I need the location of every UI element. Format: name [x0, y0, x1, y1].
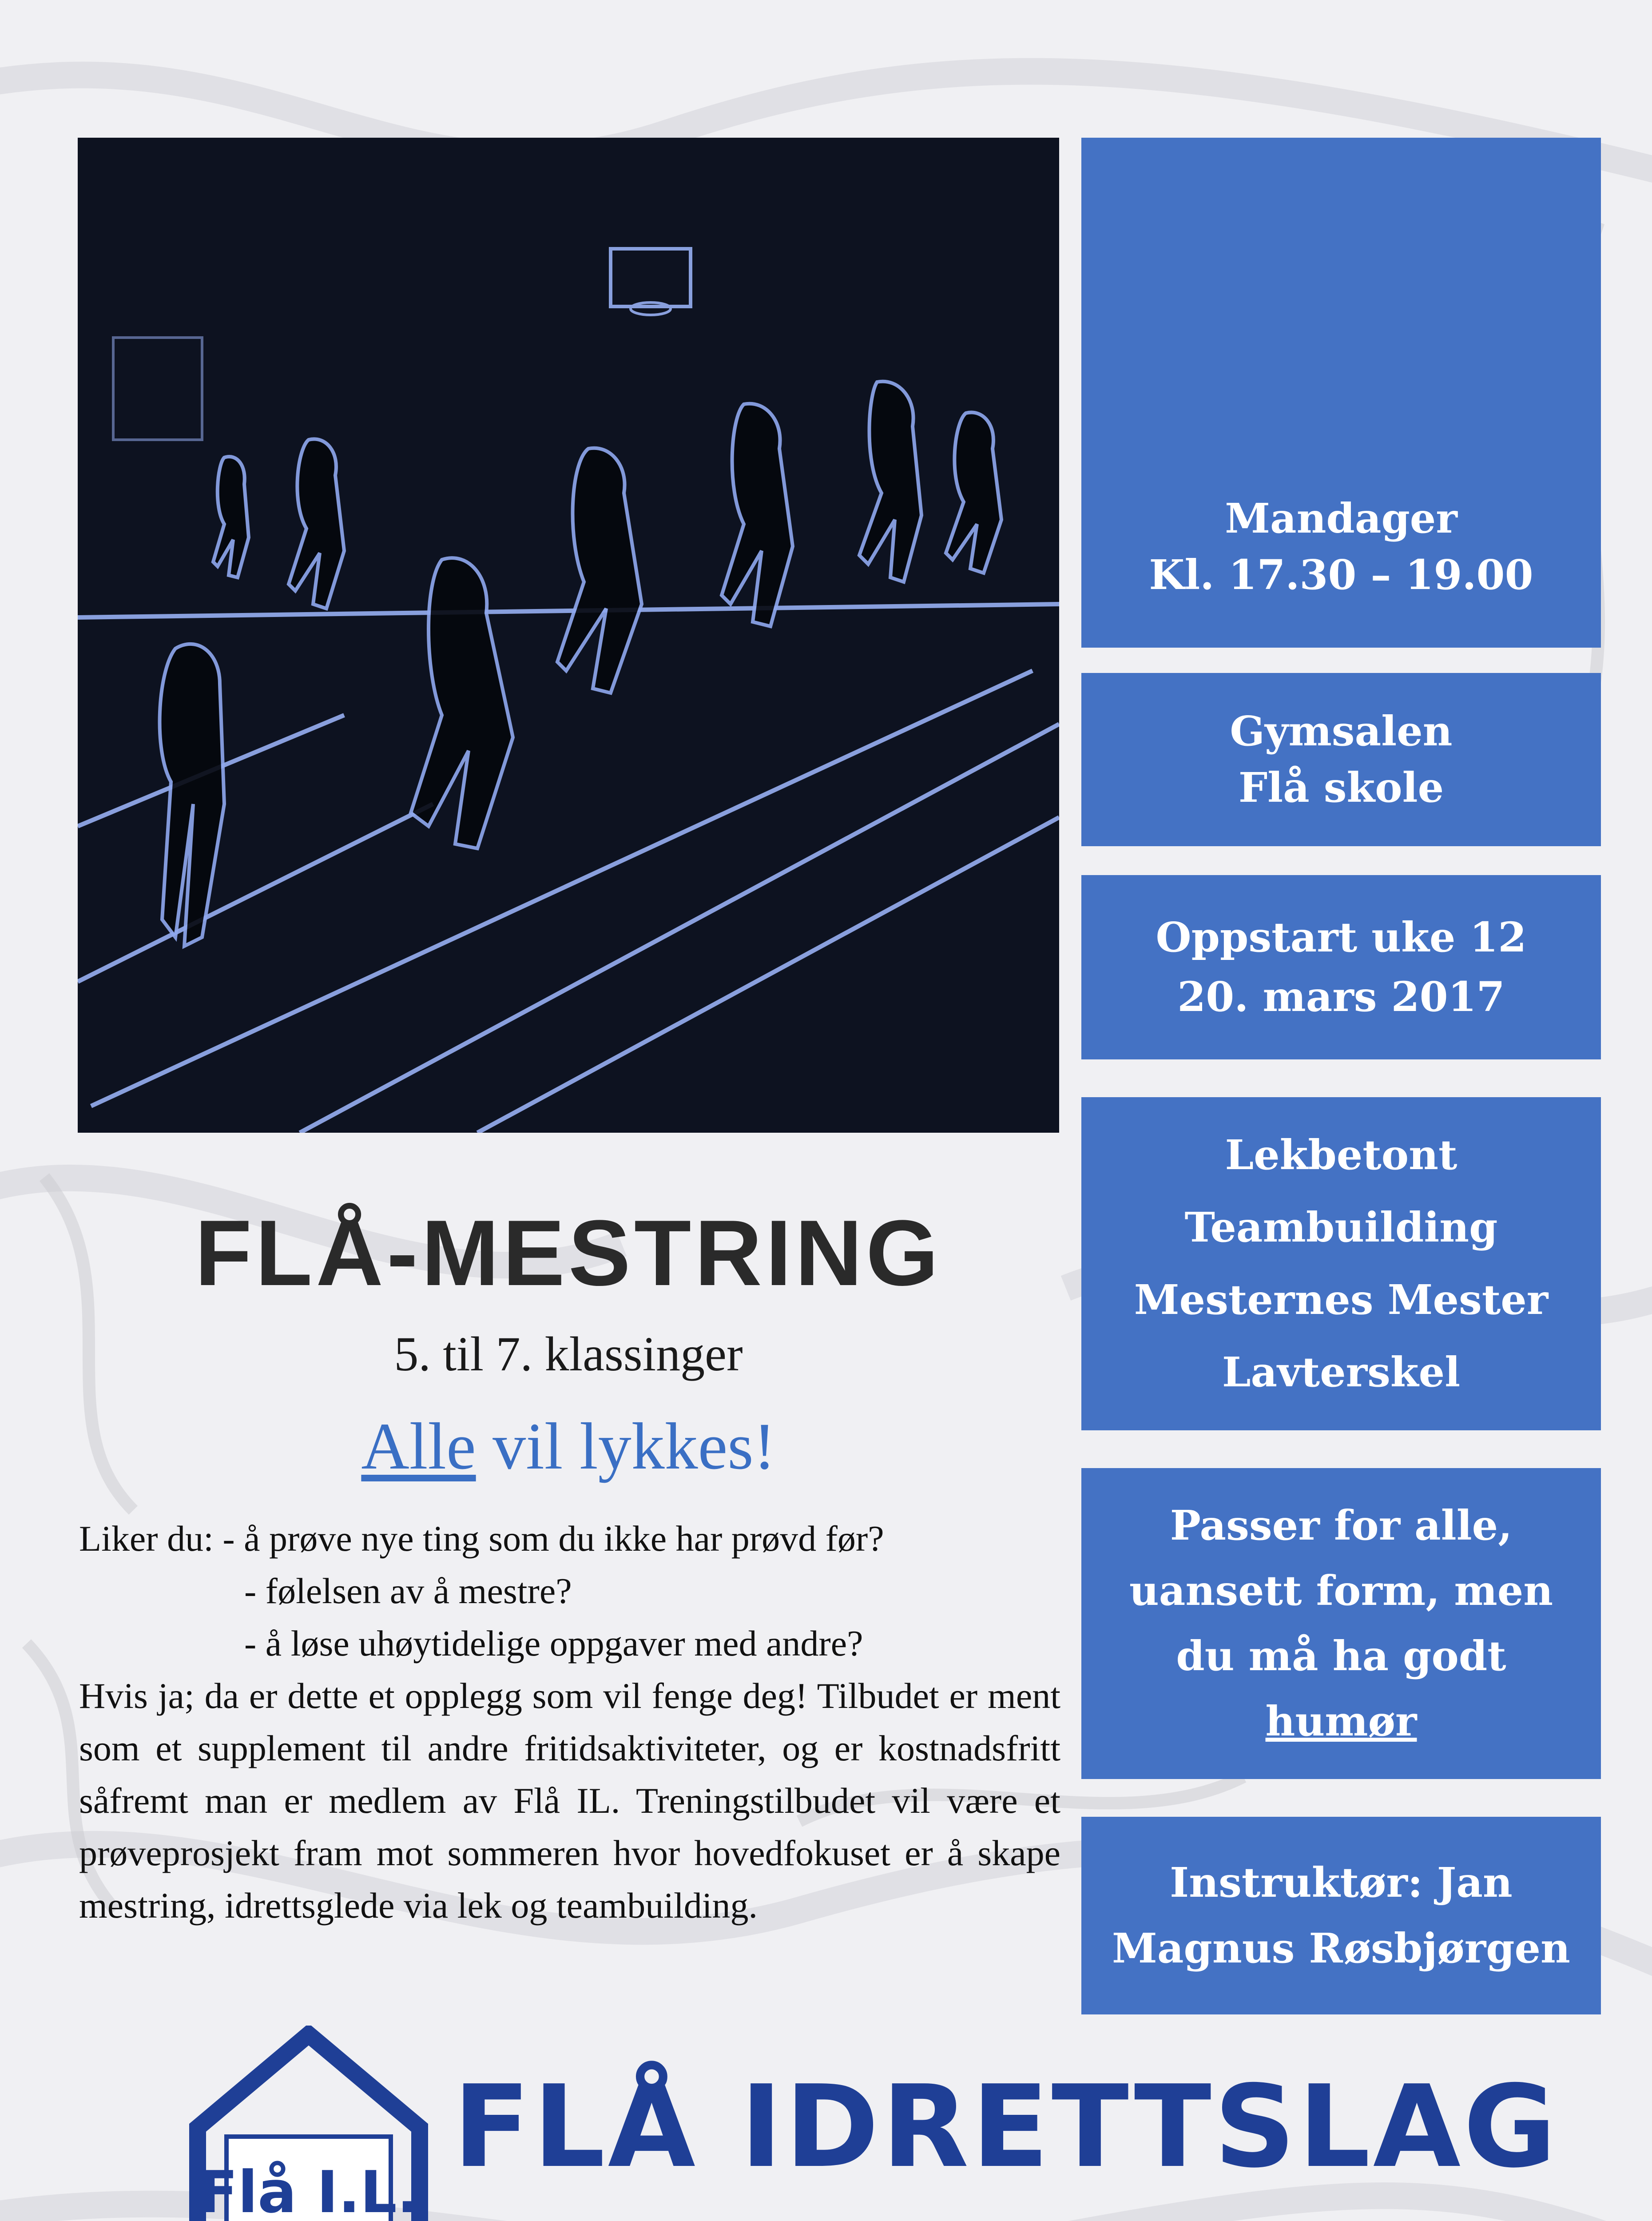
features-box — [1081, 1097, 1601, 1430]
slogan-rest: vil lykkes! — [476, 1409, 776, 1483]
instructor-line: Magnus Røsbjørgen — [1112, 1924, 1570, 1972]
location-school: Flå skole — [1238, 764, 1444, 812]
club-house-logo-icon — [184, 2026, 433, 2221]
poster-slogan — [78, 1408, 1059, 1485]
schedule-box — [1081, 138, 1601, 648]
feature-item: Teambuilding — [1184, 1203, 1498, 1252]
feature-item: Lavterskel — [1222, 1348, 1461, 1396]
schedule-time: Kl. 17.30 – 19.00 — [1149, 551, 1533, 599]
start-week: Oppstart uke 12 — [1156, 913, 1527, 962]
gym-photo-illustration — [78, 138, 1059, 1133]
logo-text: Flå I.L. — [198, 2158, 419, 2221]
location-box — [1081, 673, 1601, 846]
schedule-day: Mandager — [1225, 494, 1457, 543]
poster-subtitle: 5. til 7. klassinger — [394, 1327, 743, 1381]
location-venue: Gymsalen — [1230, 707, 1453, 756]
instructor-box — [1081, 1817, 1601, 2014]
question-line: - følelsen av å mestre? — [244, 1571, 572, 1611]
start-box — [1081, 875, 1601, 1059]
slogan-emphasis: Alle — [361, 1409, 476, 1483]
start-date: 20. mars 2017 — [1177, 972, 1505, 1021]
feature-item: Mesternes Mester — [1134, 1276, 1549, 1324]
suitability-line: uansett form, men — [1129, 1566, 1553, 1615]
question-line: Liker du: - å prøve nye ting som du ikke har prøvd før? — [79, 1518, 884, 1559]
club-name: FLÅ IDRETTSLAG — [453, 2061, 1559, 2193]
description-paragraph: Hvis ja; da er dette et opplegg som vil fenge deg! Tilbudet er ment som et supplement til andre fritidsaktiviteter, og er kostnadsfritt såfremt man er medlem av Flå IL. Treningstilbudet vil være et prøveprosjekt fram mot sommeren hvor hovedfokuset er å skape mestring, idrettsglede via lek og teambuilding. — [79, 1676, 1060, 1926]
suitability-humor: humør — [1265, 1697, 1417, 1746]
poster-title: FLÅ-MESTRING — [195, 1201, 942, 1305]
suitability-box — [1081, 1468, 1601, 1779]
question-line: - å løse uhøytidelige oppgaver med andre? — [244, 1623, 863, 1664]
gym-photo — [78, 138, 1059, 1133]
description-text — [79, 1513, 1060, 1932]
suitability-line: du må ha godt — [1176, 1632, 1506, 1680]
feature-item: Lekbetont — [1225, 1131, 1457, 1179]
suitability-line: Passer for alle, — [1170, 1501, 1513, 1549]
instructor-line: Instruktør: Jan — [1170, 1859, 1513, 1907]
